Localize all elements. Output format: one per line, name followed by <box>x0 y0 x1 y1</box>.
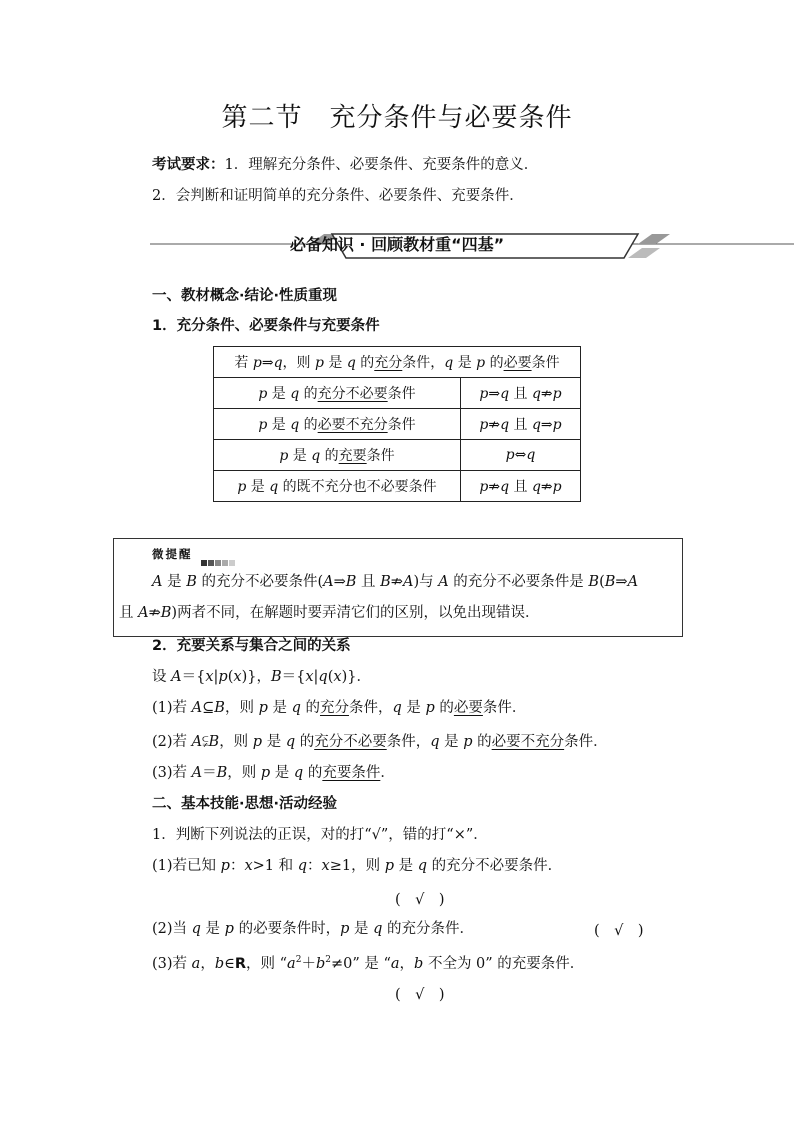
exam-requirement-1: 1．理解充分条件、必要条件、充要条件的意义． <box>224 157 539 173</box>
table-row <box>214 378 581 409</box>
table-cell-relation: p 是 q 的既不充分也不必要条件 <box>214 471 461 502</box>
question-3: (3)若 a，b∈R，则 “$a^2+b^2\ne 0$” 是 “a，b 不全为 0” 的充要条件． <box>152 955 585 972</box>
subheading-sets: 2．充要关系与集合之间的关系 <box>152 638 351 654</box>
dot <box>215 560 221 566</box>
dot <box>222 560 228 566</box>
section-heading-skills: 二、基本技能·思想·活动经验 <box>152 796 338 812</box>
table-cell-implication: p⇏q 且 q⇏p <box>461 471 581 502</box>
set-definition: 设 A＝{x|p(x)}，B＝{x|q(x)}． <box>152 669 371 685</box>
answer-3: ( √ ) <box>395 987 445 1003</box>
table-cell-implication: p⇏q 且 q⇒p <box>461 409 581 440</box>
table-row <box>214 409 581 440</box>
answer-2: ( √ ) <box>594 923 644 939</box>
dot <box>229 560 235 566</box>
tip-text-line-2: 且 A⇏B)两者不同，在解题时要弄清它们的区别，以免出现错误． <box>119 605 540 621</box>
set-condition-1: (1)若 A⊆B，则 p 是 q 的充分条件，q 是 p 的必要条件． <box>152 700 527 716</box>
exam-requirement-2: 2．会判断和证明简单的充分条件、必要条件、充要条件． <box>152 188 524 204</box>
tip-dots-icon <box>201 551 236 570</box>
exam-requirements-label: 考试要求： <box>152 157 225 173</box>
conditions-table <box>213 346 581 502</box>
section-banner-title: 必备知识 · 回顾教材重“四基” <box>289 235 505 254</box>
dot <box>208 560 214 566</box>
section-heading-concepts: 一、教材概念·结论·性质重现 <box>152 288 338 304</box>
answer-1: ( √ ) <box>395 892 445 908</box>
dot <box>201 560 207 566</box>
question-2: (2)当 q 是 p 的必要条件时，p 是 q 的充分条件． <box>152 921 474 937</box>
tip-label: 微提醒 <box>152 547 193 561</box>
table-row <box>214 440 581 471</box>
set-condition-2: (2)若 A⫋B，则 p 是 q 的充分不必要条件，q 是 p 的必要不充分条件． <box>152 734 608 750</box>
subheading-conditions: 1．充分条件、必要条件与充要条件 <box>152 318 380 334</box>
table-cell-relation: p 是 q 的必要不充分条件 <box>214 409 461 440</box>
table-cell-implication: p⇔q <box>461 440 581 471</box>
tip-text-line-1: A 是 B 的充分不必要条件(A⇒B 且 B⇏A)与 A 的充分不必要条件是 B(B⇒A <box>152 574 639 590</box>
set-condition-3: (3)若 A＝B，则 p 是 q 的充要条件． <box>152 765 395 781</box>
exam-requirements-line-1 <box>152 155 538 175</box>
question-intro: 1．判断下列说法的正误，对的打“√”，错的打“×”． <box>152 827 488 843</box>
table-cell-relation: p 是 q 的充分不必要条件 <box>214 378 461 409</box>
table-header-cell: 若 p⇒q，则 p 是 q 的充分条件，q 是 p 的必要条件 <box>214 347 581 378</box>
question-1: (1)若已知 p：x>1 和 q：x≥1，则 p 是 q 的充分不必要条件． <box>152 858 563 874</box>
table-row <box>214 471 581 502</box>
table-row <box>214 347 581 378</box>
table-cell-implication: p⇒q 且 q⇏p <box>461 378 581 409</box>
page-title: 第二节 充分条件与必要条件 <box>221 103 573 133</box>
table-cell-relation: p 是 q 的充要条件 <box>214 440 461 471</box>
